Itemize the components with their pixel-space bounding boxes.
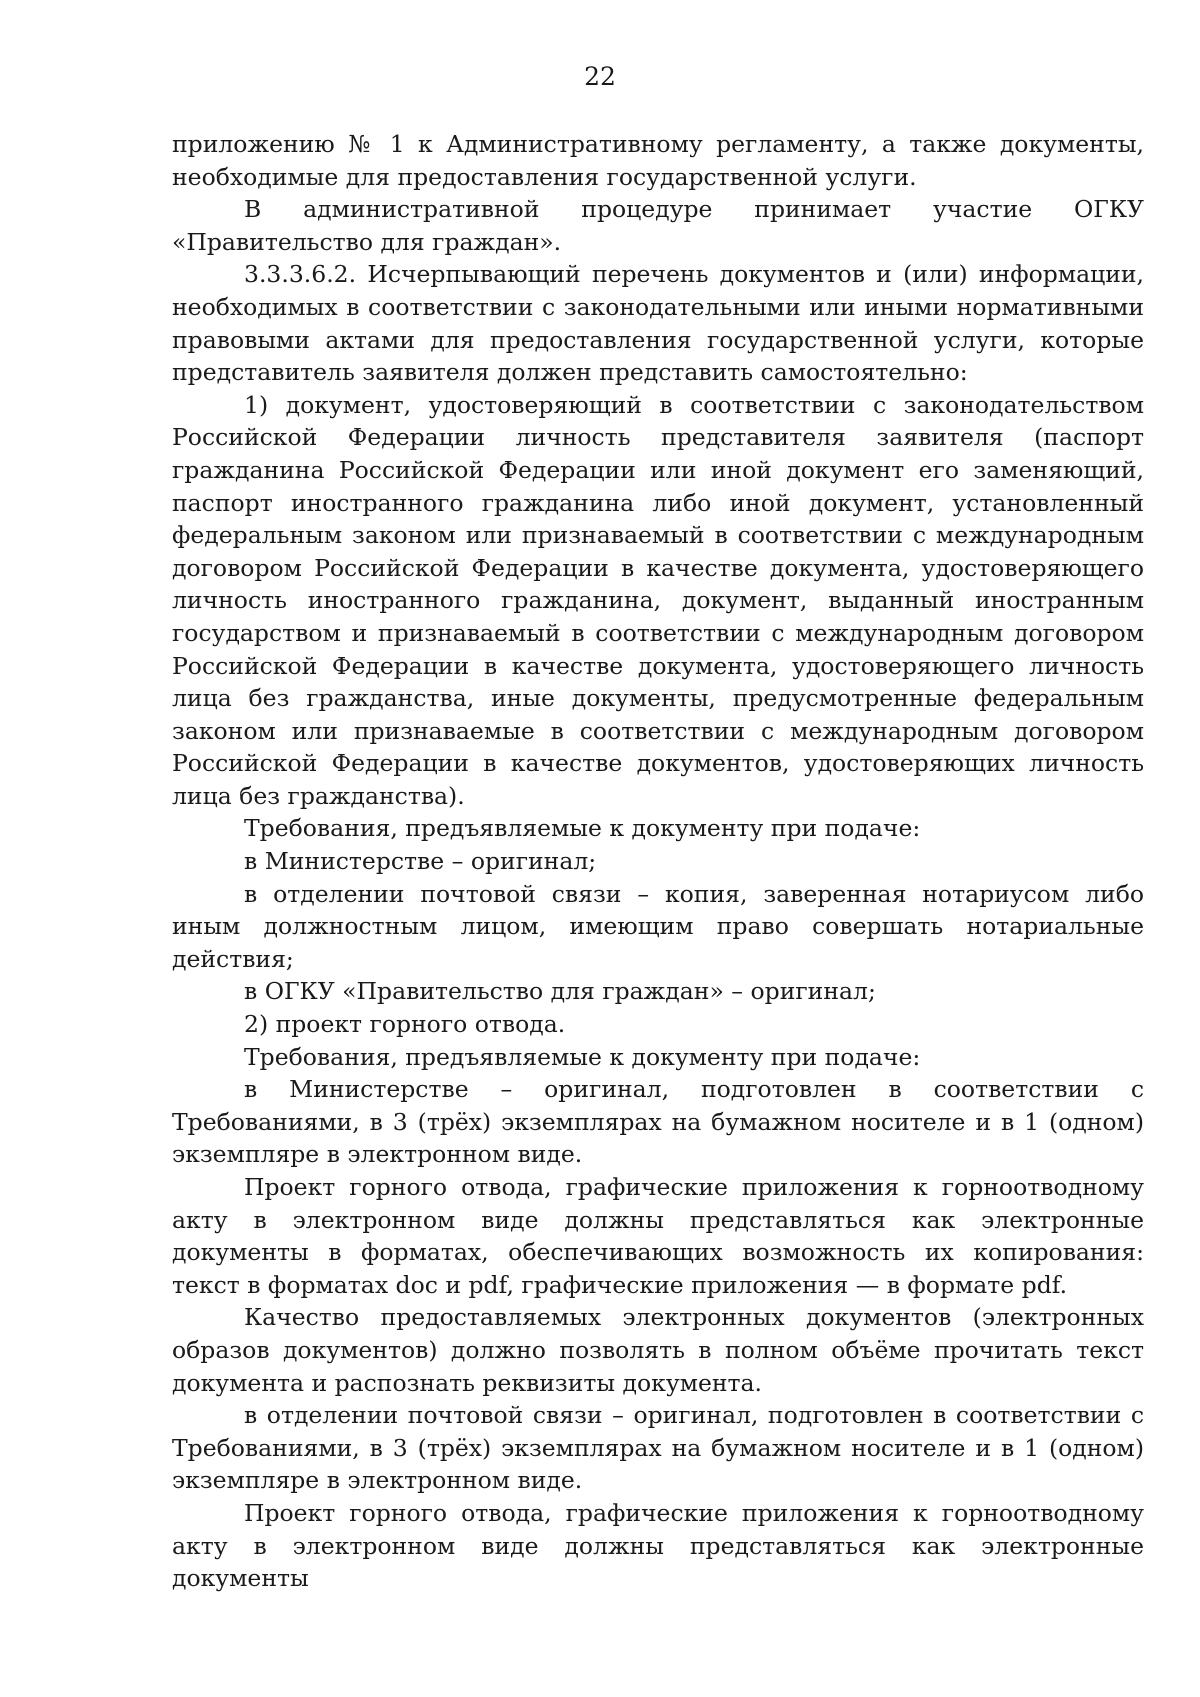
paragraph: 2) проект горного отвода. [244, 1010, 566, 1039]
paragraph: в отделении почтовой связи – копия, заверенная нотариусом либо иным должностным лицом, имеющим право совершать нотариальные действия; [172, 879, 1144, 973]
page-number: 22 [584, 62, 616, 91]
paragraph: Проект горного отвода, графические приложения к горноотводному акту в электронном виде должны представляться как электронные документы в форматах, обеспечивающих возможность их копирования: текст в форматах doc и pdf, графические приложения — в формате pdf. [172, 1173, 1144, 1299]
paragraph: Требования, предъявляемые к документу при подаче: [244, 1042, 921, 1071]
paragraph: В административной процедуре принимает участие ОГКУ «Правительство для граждан». [172, 195, 1144, 256]
paragraph: в Министерстве – оригинал, подготовлен в соответствии с Требованиями, в 3 (трёх) экземплярах на бумажном носителе и в 1 (одном) экземпляре в электронном виде. [172, 1075, 1144, 1169]
paragraph: 1) документ, удостоверяющий в соответствии с законодательством Российской Федерации личность представителя заявителя (паспорт гражданина Российской Федерации или иной документ его заменяющий, паспорт иностранного гражданина либо иной документ, установленный федеральным законом или признаваемый в соответствии с международным договором Российской Федерации в качестве документа, удостоверяющего личность иностранного гражданина, документ, выданный иностранным государством и признаваемый в соответствии с международным договором Российской Федерации в качестве документа, удостоверяющего личность лица без гражданства, иные документы, предусмотренные федеральным законом или признаваемые в соответствии с международным договором Российской Федерации в качестве документов, удостоверяющих личность лица без гражданства). [172, 390, 1144, 810]
document-body [172, 128, 1144, 1595]
paragraph: Проект горного отвода, графические приложения к горноотводному акту в электронном виде должны представляться как электронные документы [172, 1498, 1144, 1593]
paragraph: Качество предоставляемых электронных документов (электронных образов документов) должно позволять в полном объёме прочитать текст документа и распознать реквизиты документа. [172, 1303, 1144, 1397]
paragraph: Требования, предъявляемые к документу при подаче: [244, 814, 921, 843]
paragraph: в ОГКУ «Правительство для граждан» – оригинал; [244, 977, 876, 1006]
paragraph: 3.3.3.6.2. Исчерпывающий перечень документов и (или) информации, необходимых в соответствии с законодательными или иными нормативными правовыми актами для предоставления государственной услуги, которые представитель заявителя должен представить самостоятельно: [172, 260, 1144, 387]
paragraph: приложению № 1 к Административному регламенту, а также документы, необходимые для предоставления государственной услуги. [172, 130, 1144, 191]
paragraph: в Министерстве – оригинал; [244, 847, 597, 876]
paragraph: в отделении почтовой связи – оригинал, подготовлен в соответствии с Требованиями, в 3 (трёх) экземплярах на бумажном носителе и в 1 (одном) экземпляре в электронном виде. [172, 1401, 1144, 1495]
